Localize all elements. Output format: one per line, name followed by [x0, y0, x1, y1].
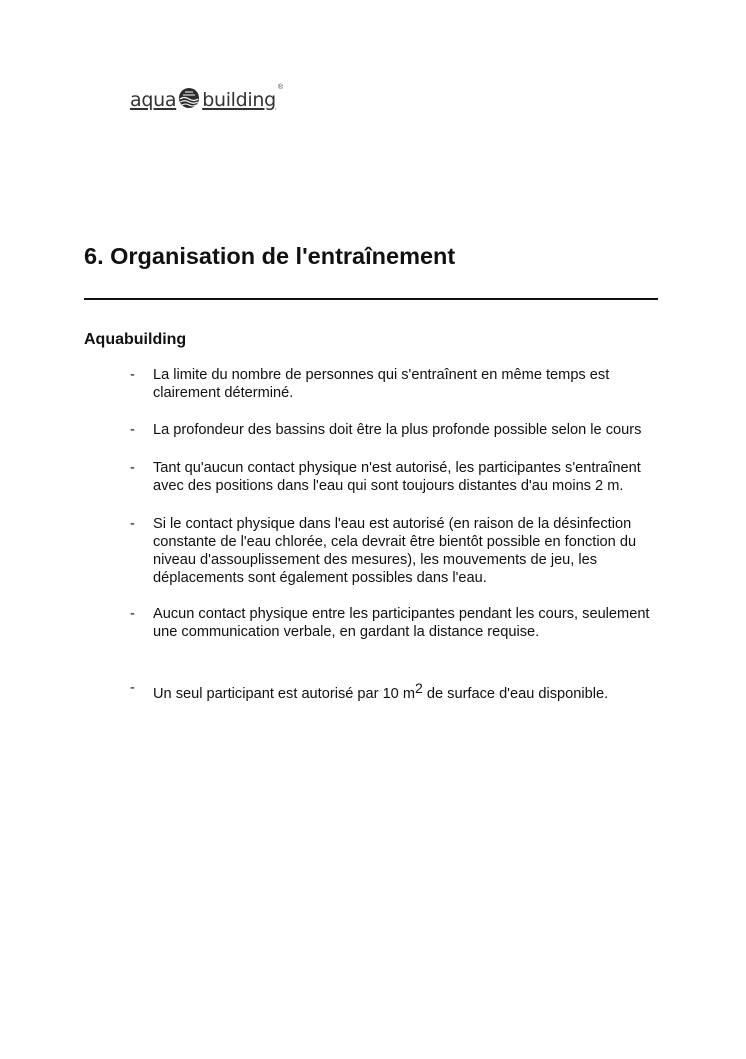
list-item-text-end: de surface d'eau disponible. — [422, 686, 609, 702]
list-item — [127, 605, 662, 641]
superscript-exponent: 2 — [415, 680, 423, 696]
title-divider — [84, 298, 658, 300]
sun-wave-logo-icon — [177, 87, 201, 109]
list-dash: - — [130, 460, 135, 476]
list-dash: - — [130, 516, 135, 532]
list-item-text-start: Un seul participant est autorisé par 10 m — [153, 686, 416, 702]
list-dash: - — [130, 606, 135, 622]
list-item-text: Tant qu'aucun contact physique n'est autorisé, les participantes s'entraînent avec des positions dans l'eau qui sont toujours distantes d'au moins 2 m. — [153, 460, 641, 494]
section-heading: Aquabuilding — [84, 331, 187, 348]
list-item-text: Si le contact physique dans l'eau est autorisé (en raison de la désinfection constante de l'eau chlorée, cela devrait être bientôt possible en fonction du niveau d'assouplissement des mesures), les mouvements de jeu, les déplacements sont également possibles dans l'eau. — [153, 516, 637, 586]
list-item — [127, 366, 662, 402]
list-dash: - — [130, 367, 135, 383]
page-title: 6. Organisation de l'entraînement — [84, 243, 456, 269]
registered-mark: ® — [277, 84, 284, 91]
list-item-text: Aucun contact physique entre les participantes pendant les cours, seulement une communication verbale, en gardant la distance requise. — [153, 606, 650, 640]
aquabuilding-logo — [130, 84, 283, 110]
logo-text-building: building — [202, 89, 276, 111]
list-item-text: La limite du nombre de personnes qui s'entraînent en même temps est clairement déterminé. — [153, 367, 610, 401]
list-item — [127, 679, 662, 703]
list-item-text: La profondeur des bassins doit être la plus profonde possible selon le cours — [153, 422, 642, 438]
rules-list — [127, 366, 662, 703]
list-item — [127, 421, 662, 439]
list-item — [127, 515, 662, 587]
list-dash: - — [130, 680, 135, 696]
list-item — [127, 459, 662, 495]
logo-text-aqua: aqua — [130, 89, 177, 111]
list-item-text — [153, 679, 662, 703]
list-dash: - — [130, 422, 135, 438]
